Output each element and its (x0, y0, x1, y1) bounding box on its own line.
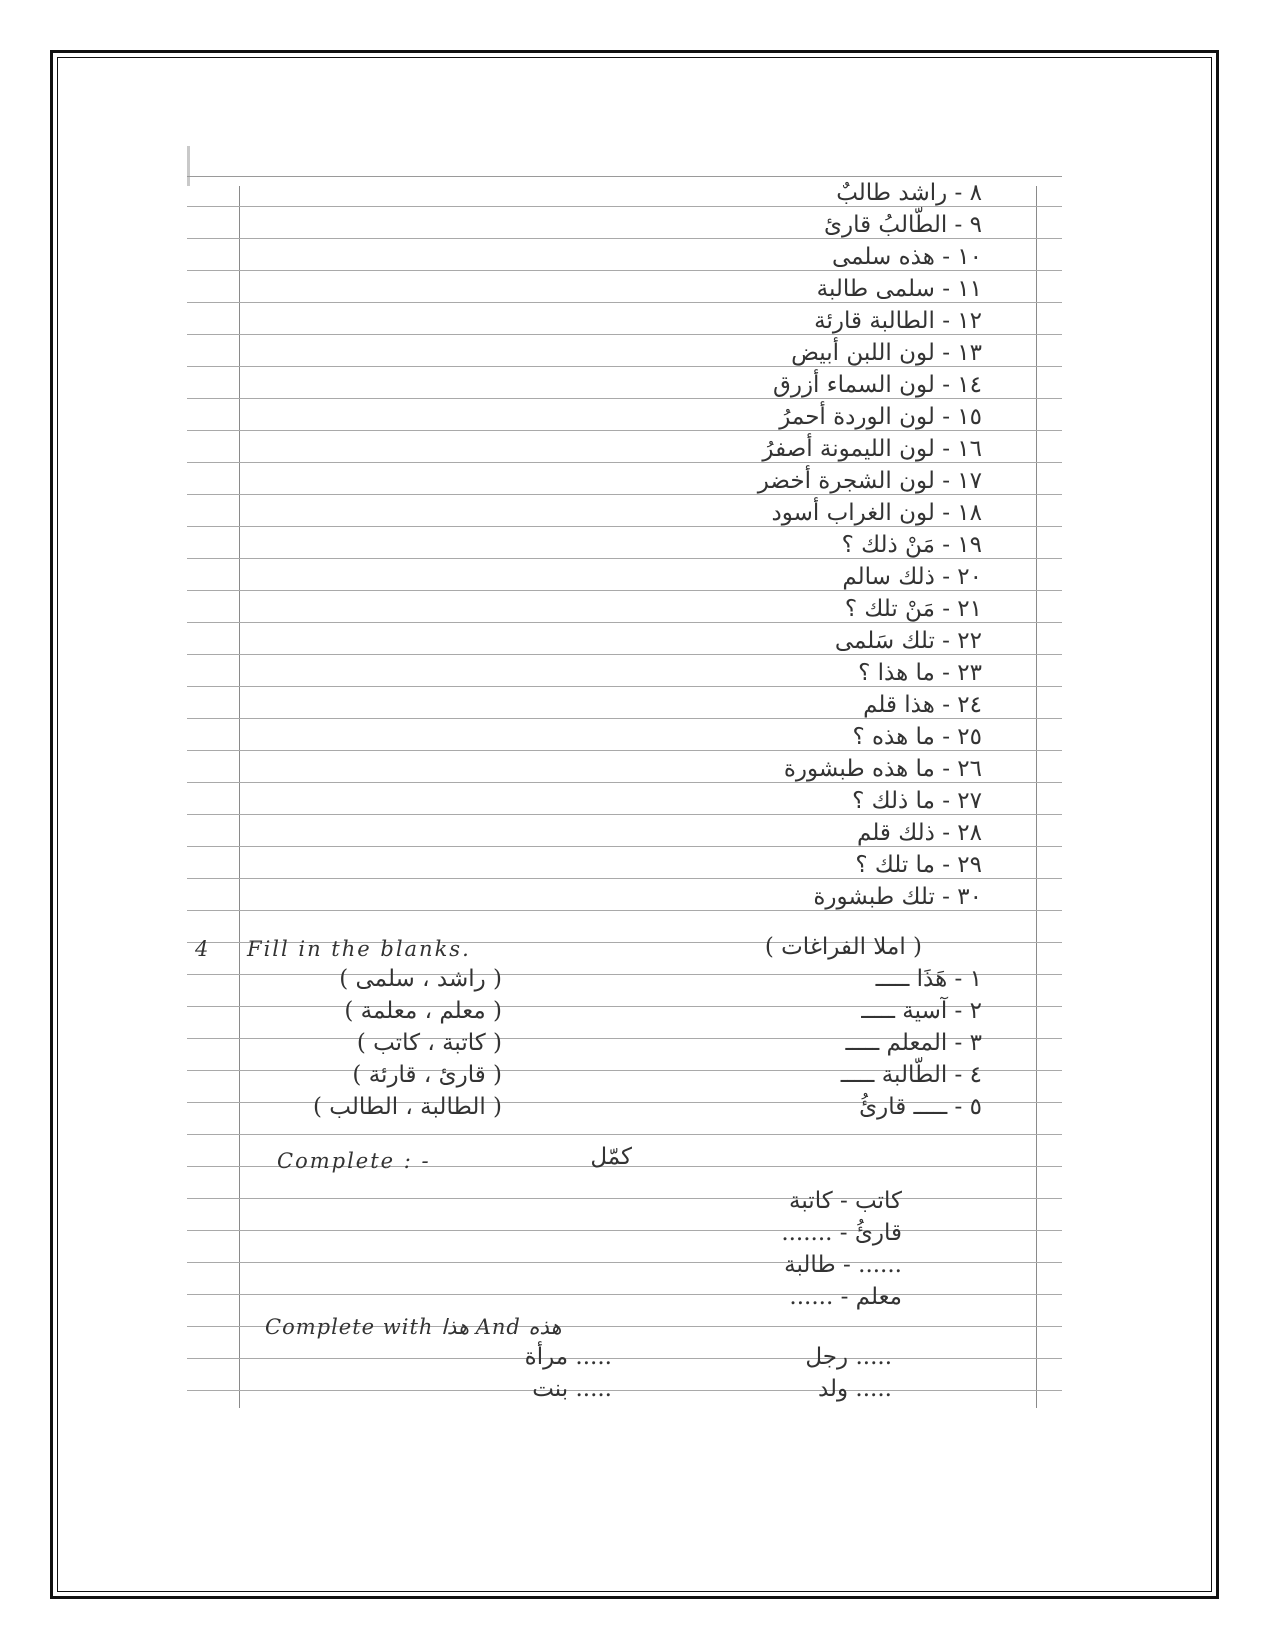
exercise-line: ٩ - الطّالبُ قارئ (823, 212, 982, 238)
exercise-line: ٢٦ - ما هذه طبشورة (783, 756, 982, 782)
sheet-edge-mark (187, 146, 190, 186)
fill-item-text: ٢ - آسية ـــــ (861, 998, 982, 1024)
exercise-line: ١٤ - لون السماء أزرق (773, 372, 982, 398)
exercise-line: ٢٥ - ما هذه ؟ (852, 724, 982, 750)
exercise-line: ١١ - سلمى طالبة (816, 276, 982, 302)
fill-item-text: ١ - هَذَا ـــــ (875, 966, 982, 992)
fill-item-options: ( قارئ ، قارئة ) (352, 1062, 502, 1088)
fill-item-options: ( راشد ، سلمى ) (339, 966, 502, 992)
exercise-line: ١٠ - هذه سلمى (831, 244, 982, 270)
ruled-line (187, 1262, 1062, 1263)
exercise-line: ٢٨ - ذلك قلم (857, 820, 982, 846)
exercise-line: ١٦ - لون الليمونة أصفرُ (762, 436, 982, 462)
exercise-line: ٣٠ - تلك طبشورة (813, 884, 982, 910)
fill-item-text: ٤ - الطّالبة ـــــ (840, 1062, 982, 1088)
exercise-line: ٨ - راشد طالبٌ (836, 180, 982, 206)
ruled-line (187, 1230, 1062, 1231)
exercise-line: ١٧ - لون الشجرة أخضر (757, 468, 982, 494)
exercise-line: ٢٤ - هذا قلم (863, 692, 982, 718)
right-margin-line (1036, 186, 1037, 1408)
exercise-line: ١٩ - مَنْ ذلك ؟ (841, 532, 982, 558)
complete-item: معلم - ...... (789, 1284, 902, 1310)
exercise-line: ٢١ - مَنْ تلك ؟ (844, 596, 982, 622)
ruled-line (187, 1390, 1062, 1391)
fill-heading-english: Fill in the blanks. (247, 937, 471, 961)
exercise-line: ٢٠ - ذلك سالم (842, 564, 982, 590)
complete-heading-arabic: كمّل (590, 1144, 632, 1170)
notebook-sheet (187, 146, 1062, 1408)
section-number: 4 (195, 937, 211, 961)
complete-item: كاتب - كاتبة (789, 1188, 902, 1214)
exercise-line: ١٥ - لون الوردة أحمرُ (779, 404, 982, 430)
ruled-line (187, 1294, 1062, 1295)
ruled-line (187, 1358, 1062, 1359)
fill-item-options: ( كاتبة ، كاتب ) (356, 1030, 502, 1056)
exercise-line: ٢٢ - تلك سَلمى (834, 628, 982, 654)
exercise-line: ١٨ - لون الغراب أسود (771, 500, 982, 526)
complete-with-item: ..... ولد (817, 1376, 892, 1402)
complete-with-item: ..... بنت (532, 1376, 612, 1402)
complete-with-item: ..... رجل (805, 1344, 892, 1370)
complete-item: ...... - طالبة (784, 1252, 902, 1278)
complete-with-heading: Complete with هذا And هذه (265, 1315, 562, 1339)
exercise-line: ١٢ - الطالبة قارئة (814, 308, 982, 334)
exercise-line: ٢٧ - ما ذلك ؟ (852, 788, 982, 814)
ruled-line (187, 1134, 1062, 1135)
fill-item-text: ٥ - ـــــ قارئُ (859, 1094, 982, 1120)
ruled-line (187, 1198, 1062, 1199)
fill-item-options: ( معلم ، معلمة ) (344, 998, 502, 1024)
complete-with-item: ..... مرأة (524, 1344, 612, 1370)
left-margin-line (239, 186, 240, 1408)
fill-item-options: ( الطالبة ، الطالب ) (312, 1094, 502, 1120)
fill-item-text: ٣ - المعلم ـــــ (845, 1030, 982, 1056)
top-rule (187, 176, 1062, 177)
complete-item: قارئُ - ....... (781, 1220, 902, 1246)
exercise-line: ٢٩ - ما تلك ؟ (855, 852, 982, 878)
exercise-line: ١٣ - لون اللبن أبيض (791, 340, 982, 366)
exercise-line: ٢٣ - ما هذا ؟ (858, 660, 982, 686)
fill-heading-arabic: ( املا الفراغات ) (764, 934, 922, 960)
complete-heading-english: Complete : - (277, 1149, 431, 1173)
